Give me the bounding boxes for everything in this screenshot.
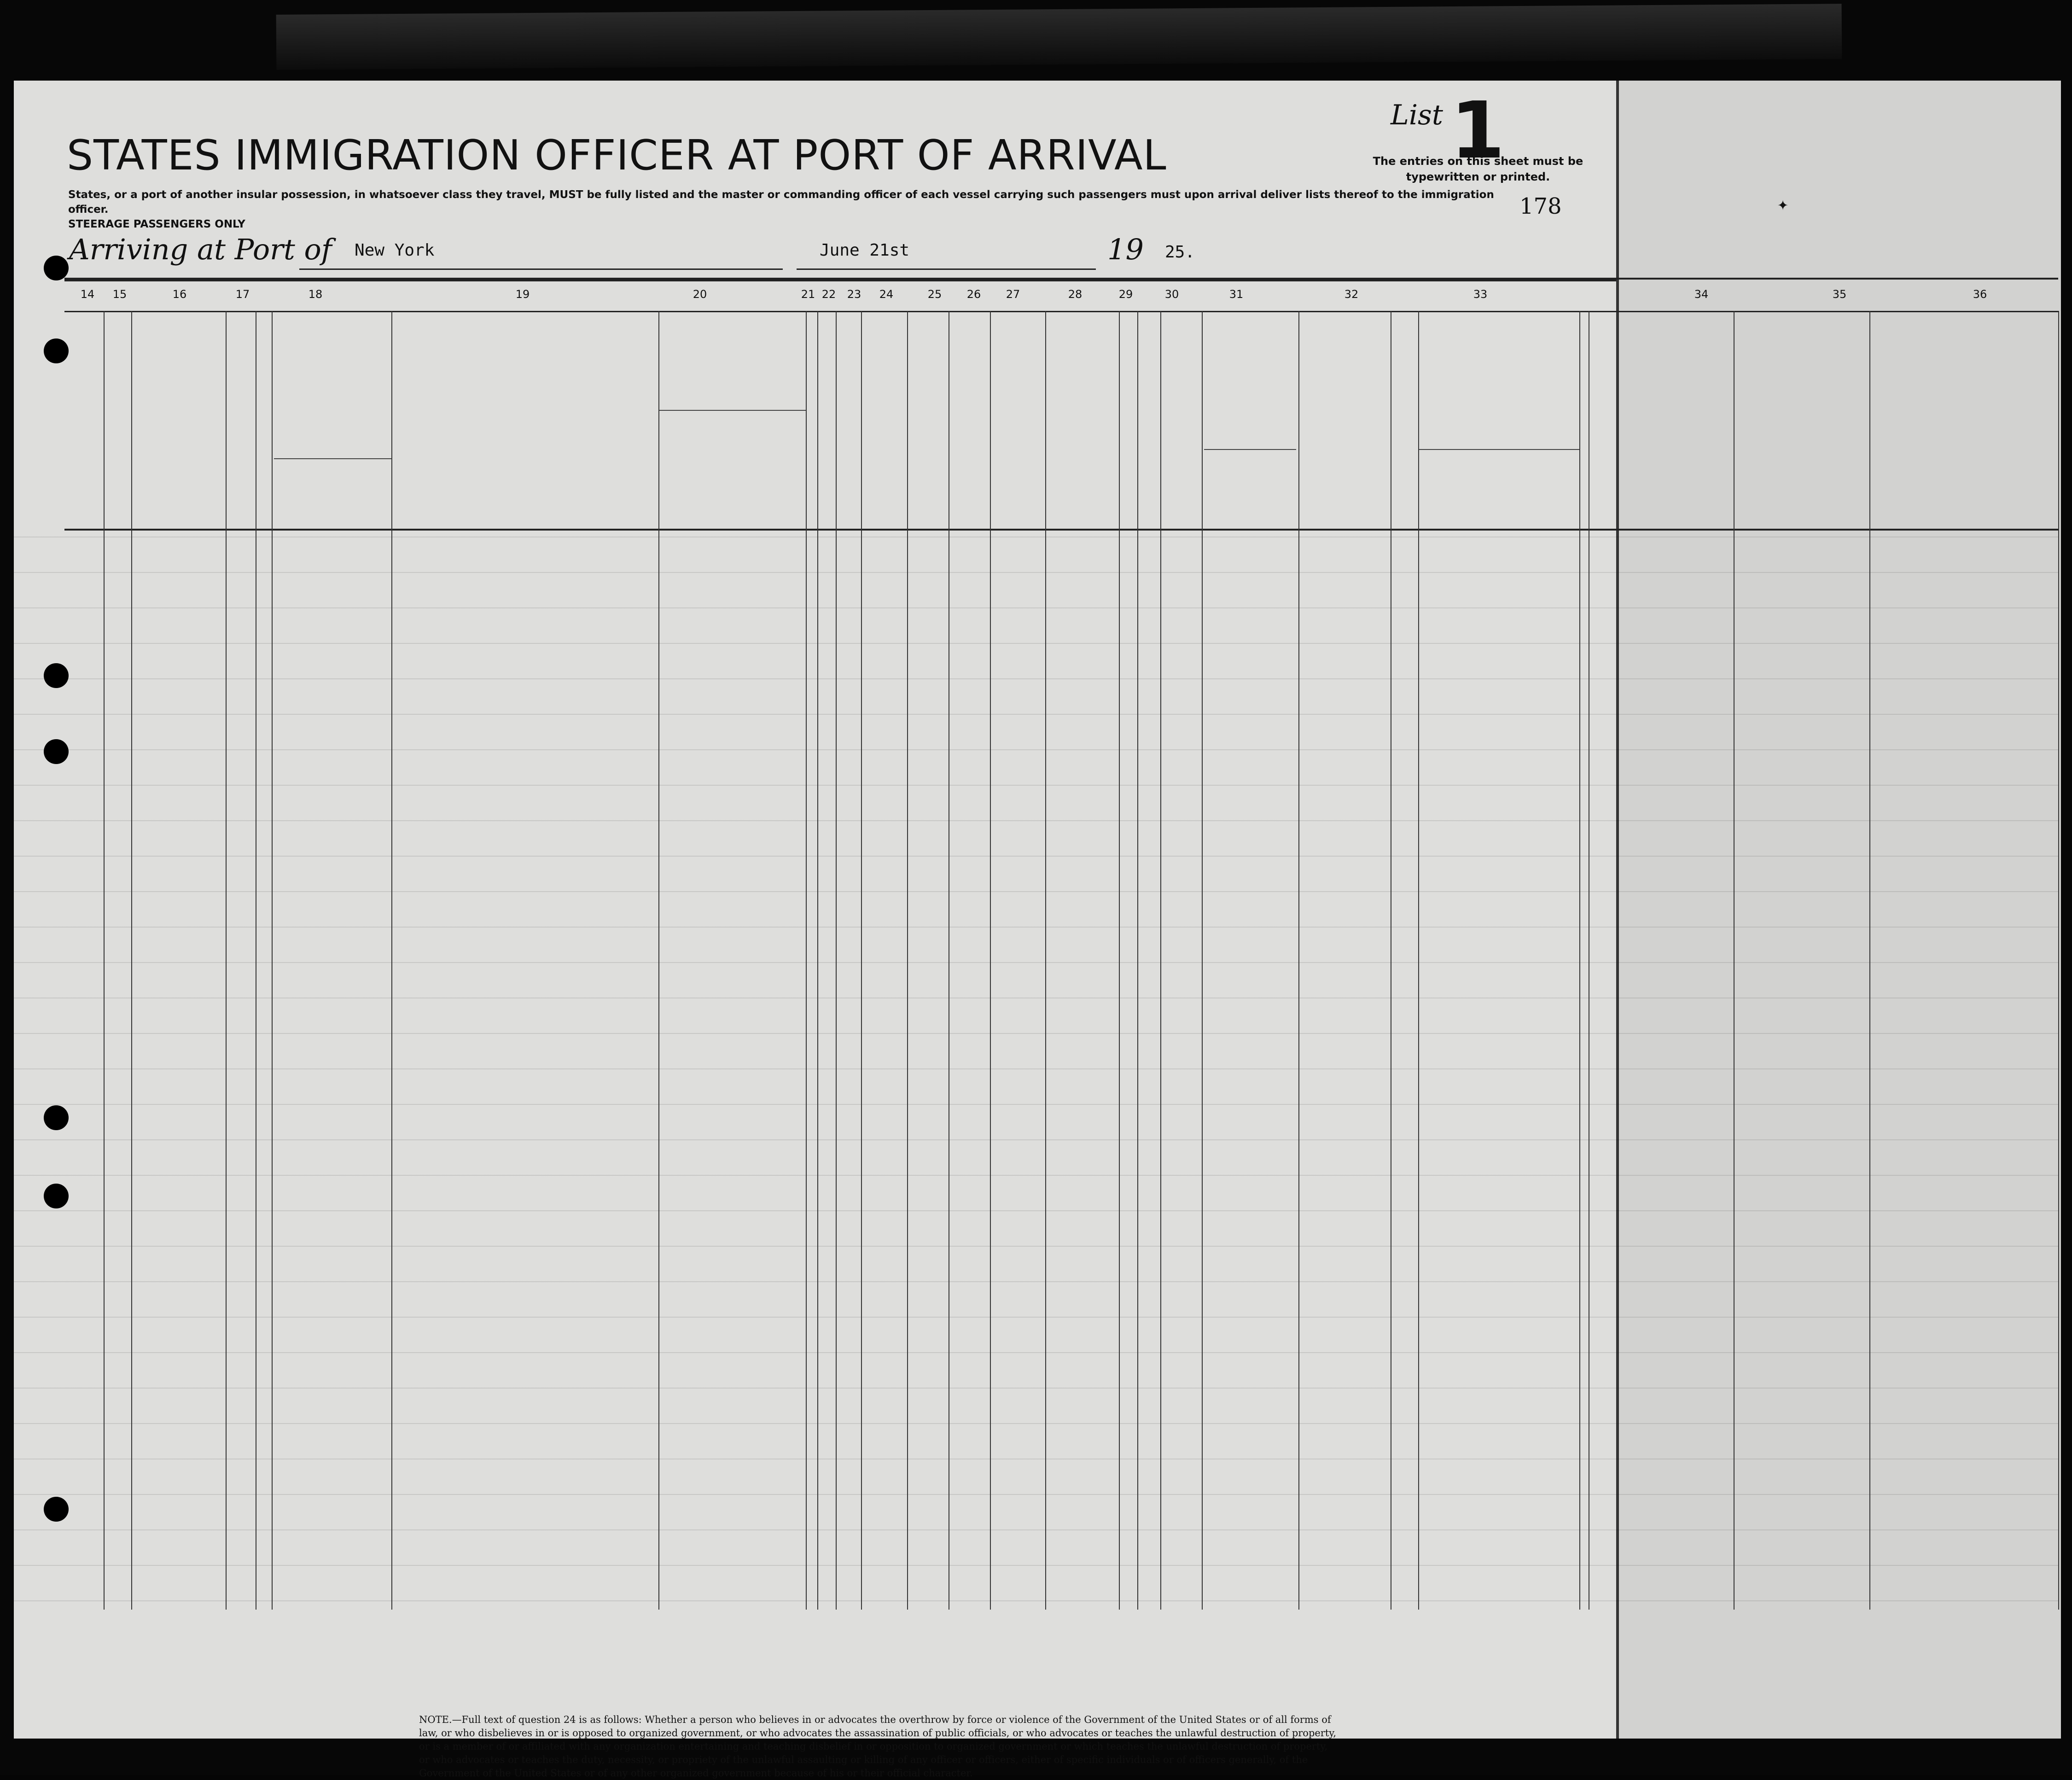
column-number: 33 bbox=[1473, 288, 1488, 301]
header-subrule bbox=[1418, 449, 1579, 450]
column-number: 31 bbox=[1229, 288, 1244, 301]
column-divider bbox=[817, 311, 818, 1610]
footnote: NOTE.—Full text of question 24 is as follows: Whether a person who believes in or advocates the overthrow by force or violence of the Government of the United States or of all forms of law, or who disbelieves in or is opposed to organized government, or who advocates the assassination of public officials, or who advocates or teaches the unlawful destruction of property, or is a member of or affiliated with any organization entertaining and teaching disbelief in or opposition to organized government or which teaches the unlawful destruction of property, or who advocates or teaches the duty, necessity, or propriety of the unlawful assaulting or killing of any officer or officers, either of specific individuals or of officers generally, of the Government of the United States or of any other organized government because of his or their official character. bbox=[419, 1714, 1337, 1779]
arrival-year-suffix: 25. bbox=[1165, 243, 1195, 262]
instructions-text: States, or a port of another insular possession, in whatsoever class they travel, MUST be fully listed and the master or commanding officer of each vessel carrying such passengers must upon arrival deliver lists thereof to the immigration officer. bbox=[68, 189, 1494, 216]
list-note: The entries on this sheet must be typewritten or printed. bbox=[1373, 155, 1583, 183]
header-subrule bbox=[658, 410, 806, 411]
punch-hole bbox=[44, 1105, 69, 1130]
column-number: 20 bbox=[693, 288, 707, 301]
column-divider bbox=[990, 311, 991, 1610]
punch-hole bbox=[44, 338, 69, 363]
column-number: 18 bbox=[308, 288, 323, 301]
header-rule-right bbox=[1616, 278, 2058, 280]
manifest-sheet bbox=[14, 81, 2058, 1779]
column-number: 34 bbox=[1694, 288, 1709, 301]
header-rule bbox=[64, 278, 1616, 281]
column-divider bbox=[391, 311, 392, 1610]
arriving-label: Arriving at Port of bbox=[69, 233, 332, 266]
column-number: 30 bbox=[1164, 288, 1179, 301]
punch-hole bbox=[44, 256, 69, 280]
column-divider bbox=[1418, 311, 1419, 1610]
column-divider bbox=[104, 311, 105, 1610]
arrival-year-prefix: 19 bbox=[1107, 233, 1144, 266]
column-divider bbox=[2058, 311, 2059, 1610]
row-grid bbox=[14, 537, 2058, 1610]
column-number: 32 bbox=[1344, 288, 1359, 301]
list-number-block bbox=[1373, 85, 1583, 183]
column-divider bbox=[272, 311, 273, 1610]
list-label: List bbox=[1391, 99, 1443, 131]
column-divider bbox=[1137, 311, 1138, 1610]
column-number: 16 bbox=[172, 288, 187, 301]
column-number: 24 bbox=[879, 288, 894, 301]
arrival-date: June 21st bbox=[820, 241, 910, 260]
column-number: 21 bbox=[801, 288, 815, 301]
column-number: 23 bbox=[847, 288, 861, 301]
column-number: 17 bbox=[235, 288, 250, 301]
port-underline bbox=[299, 268, 783, 270]
column-number: 35 bbox=[1832, 288, 1847, 301]
column-divider bbox=[1202, 311, 1203, 1610]
column-divider bbox=[1045, 311, 1046, 1610]
column-number: 29 bbox=[1118, 288, 1133, 301]
page-title: STATES IMMIGRATION OFFICER AT PORT OF ARRIVAL bbox=[67, 131, 1167, 180]
punch-hole bbox=[44, 1497, 69, 1522]
date-underline bbox=[797, 268, 1096, 270]
header-subrule bbox=[274, 458, 391, 459]
column-divider bbox=[1869, 311, 1870, 1610]
column-divider bbox=[1160, 311, 1161, 1610]
column-number: 19 bbox=[515, 288, 530, 301]
column-header-band bbox=[64, 311, 2058, 531]
star-mark-icon: ✦ bbox=[1777, 193, 1789, 215]
punch-hole bbox=[44, 663, 69, 688]
column-number: 26 bbox=[966, 288, 981, 301]
column-number: 22 bbox=[821, 288, 836, 301]
column-divider bbox=[836, 311, 837, 1610]
steerage-label: STEERAGE PASSENGERS ONLY bbox=[68, 218, 245, 230]
column-number: 25 bbox=[927, 288, 942, 301]
arrival-port: New York bbox=[355, 241, 435, 260]
column-divider bbox=[861, 311, 862, 1610]
instructions bbox=[68, 187, 1496, 232]
list-number: 1 bbox=[1450, 85, 1505, 176]
column-number: 27 bbox=[1006, 288, 1020, 301]
folded-page-edge bbox=[276, 4, 1842, 70]
column-divider bbox=[1579, 311, 1580, 1610]
column-number: 15 bbox=[112, 288, 127, 301]
column-divider bbox=[1298, 311, 1299, 1610]
column-divider bbox=[131, 311, 132, 1610]
sheet-number: 178 bbox=[1519, 193, 1562, 219]
punch-hole bbox=[44, 1184, 69, 1208]
punch-hole bbox=[44, 739, 69, 764]
column-divider bbox=[806, 311, 807, 1610]
column-divider bbox=[907, 311, 908, 1610]
header-subrule bbox=[1204, 449, 1296, 450]
column-divider bbox=[226, 311, 227, 1610]
column-number: 28 bbox=[1068, 288, 1083, 301]
column-divider bbox=[1119, 311, 1120, 1610]
column-number: 36 bbox=[1973, 288, 1987, 301]
column-divider bbox=[658, 311, 659, 1610]
column-number: 14 bbox=[80, 288, 95, 301]
